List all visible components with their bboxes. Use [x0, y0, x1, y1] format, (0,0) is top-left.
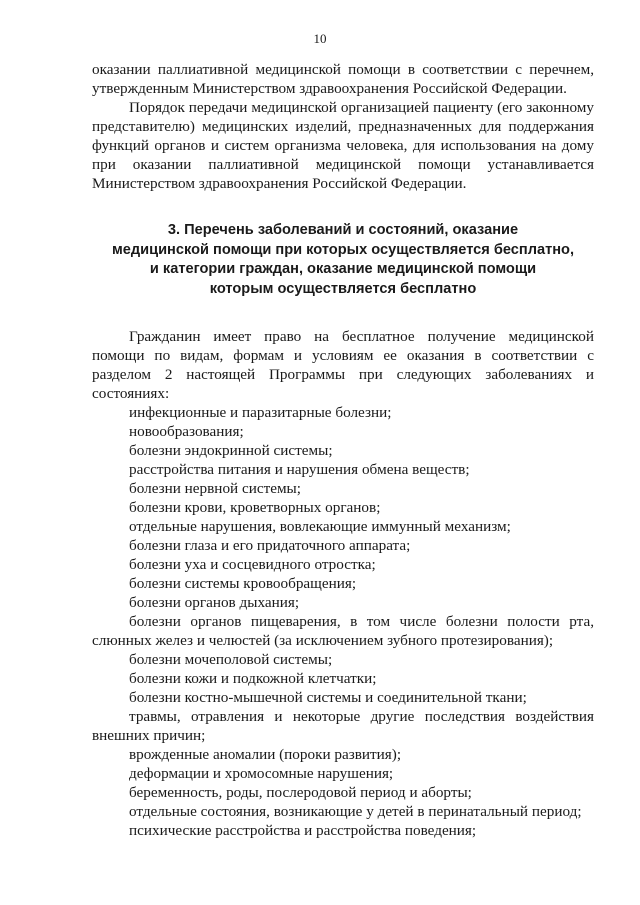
list-item: деформации и хромосомные нарушения;: [129, 765, 394, 782]
list-item: инфекционные и паразитарные болезни;: [129, 404, 392, 421]
list-item: болезни эндокринной системы;: [129, 442, 333, 459]
list-item: болезни системы кровообращения;: [129, 575, 357, 592]
list-item: отдельные нарушения, вовлекающие иммунный механизм;: [129, 518, 511, 535]
list-item: травмы, отравления и некоторые другие последствия воздействия внешних причин;: [92, 708, 594, 744]
list-item: беременность, роды, послеродовой период и аборты;: [129, 784, 472, 801]
list-item: врожденные аномалии (пороки развития);: [129, 746, 402, 763]
section-heading-line: медицинской помощи при которых осуществляется бесплатно,: [111, 241, 575, 258]
section-heading-line: и категории граждан, оказание медицинской помощи: [149, 261, 537, 277]
list-item: болезни органов пищеварения, в том числе болезни полости рта, слюнных желез и челюстей (за исключением зубного протезирования);: [92, 613, 594, 649]
list-item: болезни органов дыхания;: [129, 594, 300, 611]
list-item: болезни глаза и его придаточного аппарата;: [129, 537, 411, 554]
list-item: психические расстройства и расстройства поведения;: [129, 822, 477, 839]
paragraph-continuation: оказании паллиативной медицинской помощи в соответствии с перечнем, утвержденным Министерством здравоохранения Российской Федерации.: [92, 61, 594, 97]
list-item: болезни костно-мышечной системы и соединительной ткани;: [129, 689, 527, 706]
list-item: болезни нервной системы;: [129, 480, 301, 497]
paragraph-intro: Гражданин имеет право на бесплатное получение медицинской помощи по видам, формам и условиям ее оказания в соответствии с разделом 2 настоящей Программы при следующих заболеваниях и состояниях:: [92, 328, 594, 402]
list-item: отдельные состояния, возникающие у детей в перинатальный период;: [129, 803, 582, 820]
paragraph-medical-devices-transfer: Порядок передачи медицинской организацией пациенту (его законному представителю) медицинских изделий, предназначенных для поддержания функций органов и систем организма человека, для использования на дому при оказании паллиативной медицинской помощи устанавливается Министерством здравоохранения Российской Федерации.: [92, 99, 594, 192]
list-item: болезни кожи и подкожной клетчатки;: [129, 670, 377, 687]
section-heading-line: которым осуществляется бесплатно: [209, 280, 477, 297]
list-item: болезни уха и сосцевидного отростка;: [129, 556, 376, 573]
list-item: болезни крови, кроветворных органов;: [129, 499, 381, 516]
list-item: болезни мочеполовой системы;: [129, 651, 333, 668]
document-body: [92, 60, 594, 840]
conditions-list: [92, 403, 594, 840]
section-heading: [92, 221, 594, 299]
list-item: новообразования;: [129, 423, 244, 440]
section-heading-line: 3. Перечень заболеваний и состояний, оказание: [167, 222, 519, 238]
page-number: 10: [313, 31, 327, 46]
list-item: расстройства питания и нарушения обмена веществ;: [129, 461, 470, 478]
